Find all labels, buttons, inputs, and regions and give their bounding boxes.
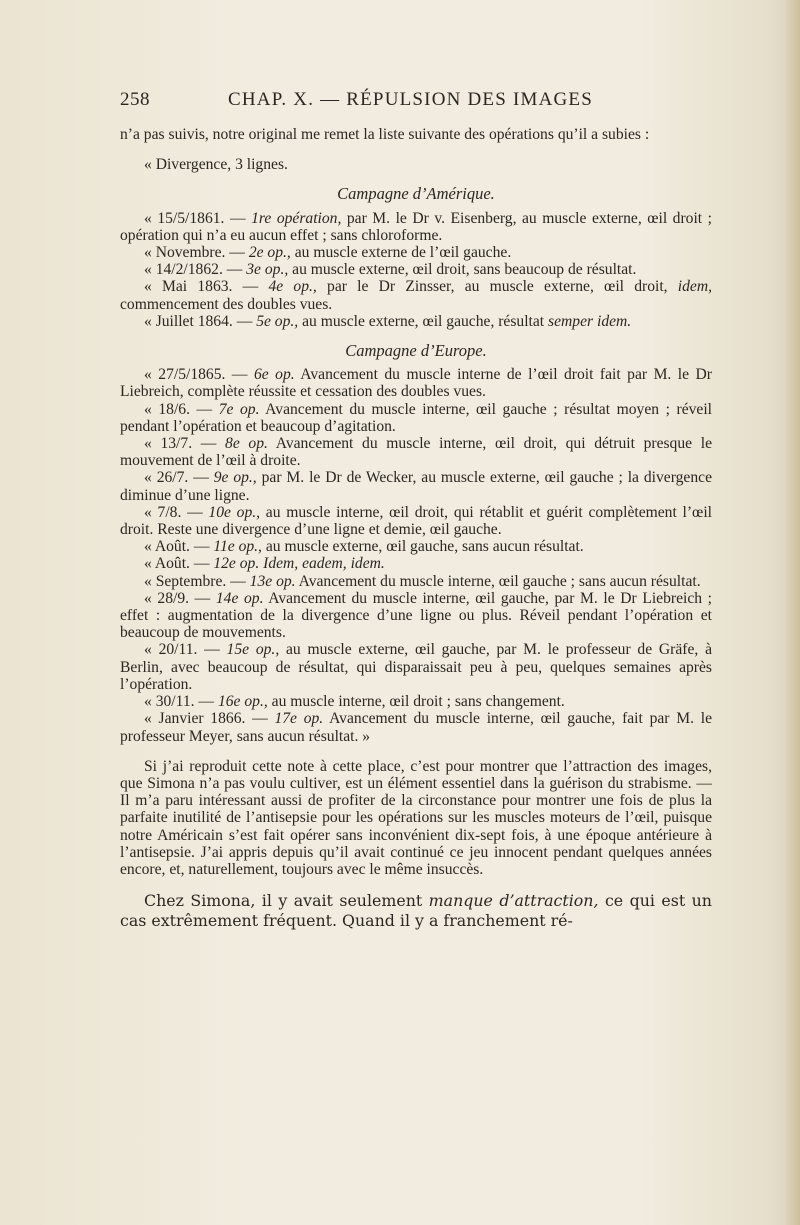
closing-italic: manque d’attraction, [428, 891, 599, 911]
operation-entry [120, 278, 712, 312]
entry-lead: « 18/6. — [144, 400, 219, 418]
entry-text: par M. le Dr v. Eisenberg, au muscle externe, œil droit ; opération qui n’a eu aucun effet ; sans chloroforme. [120, 209, 712, 244]
operation-entry [120, 469, 712, 503]
entry-operation-number: 15e op., [226, 641, 280, 659]
entry-text: Avancement du muscle interne, œil droit, qui détruit presque le mouvement de l’œil à droite. [120, 435, 712, 470]
entry-operation-number: 14e op. [215, 589, 264, 607]
page-edge [786, 0, 800, 1225]
operation-entry [120, 641, 712, 693]
entry-text: Avancement du muscle interne, œil gauche, fait par M. le professeur Meyer, sans aucun résultat. » [120, 710, 712, 745]
entry-operation-number: 1re opération, [251, 209, 342, 227]
operation-entry [120, 504, 712, 538]
entry-operation-number: 4e op., [268, 278, 317, 296]
entry-text: au muscle externe, œil gauche, résultat [298, 312, 549, 330]
entry-lead: « 28/9. — [144, 589, 216, 607]
entry-text: Avancement du muscle interne, œil gauche ; résultat moyen ; réveil pendant l’opération et beaucoup d’agitation. [120, 400, 712, 435]
entry-text: par le Dr Zinsser, au muscle externe, œil droit, [316, 278, 678, 296]
entry-lead: « 30/11. — [144, 693, 218, 711]
entry-lead: « Novembre. — [144, 244, 249, 262]
entry-text: Avancement du muscle interne de l’œil droit fait par M. le Dr Liebreich, complète réussite et cessation des doubles vues. [120, 366, 712, 401]
entries-europe [120, 366, 712, 744]
entry-lead: « 20/11. — [144, 641, 227, 659]
entry-lead: « 27/5/1865. — [144, 366, 254, 384]
entry-lead: « 13/7. — [144, 435, 226, 453]
entry-lead: « 26/7. — [144, 469, 214, 487]
entries-america [120, 210, 712, 330]
entry-lead: « Janvier 1866. — [144, 710, 275, 728]
entry-operation-number: 9e op., [213, 469, 257, 487]
entry-text: au muscle externe, œil droit, sans beaucoup de résultat. [288, 261, 637, 279]
intro-text: n’a pas suivis, notre original me remet la liste suivante des opérations qu’il a subies : [120, 126, 650, 143]
operation-entry [120, 435, 712, 469]
entry-lead: « 7/8. — [144, 503, 209, 521]
running-title: CHAP. X. — RÉPULSION DES IMAGES [228, 89, 593, 110]
entry-tail: commencement des doubles vues. [120, 295, 333, 313]
operation-entry [120, 244, 712, 261]
closing-rest: ce qui est un cas extrêmement fréquent. Quand il y a franchement ré- [120, 891, 712, 931]
operation-entry [120, 313, 712, 330]
entry-operation-number: 2e op., [248, 244, 291, 262]
operation-entry [120, 538, 712, 555]
entry-lead: « Mai 1863. — [144, 278, 269, 296]
entry-operation-number: 6e op. [253, 366, 295, 384]
entry-italic: semper idem. [548, 312, 632, 330]
operation-entry [120, 401, 712, 435]
entry-lead: « 15/5/1861. — [144, 209, 252, 227]
entry-operation-number: 16e op., [217, 693, 268, 711]
section-title-america: Campagne d’Amérique. [337, 184, 495, 204]
entry-lead: « Août. — [144, 555, 214, 573]
closing-paragraph [120, 891, 712, 931]
entry-italic: idem, [677, 278, 712, 296]
operation-entry [120, 573, 712, 590]
page-number: 258 [120, 89, 150, 110]
entry-lead: « 14/2/1862. — [144, 261, 247, 279]
entry-text: au muscle interne, œil droit ; sans changement. [267, 693, 565, 711]
entry-text: au muscle externe de l’œil gauche. [290, 244, 512, 262]
operation-entry [120, 590, 712, 642]
entry-operation-number: 11e op., [213, 538, 262, 556]
entry-lead: « Septembre. — [144, 572, 250, 590]
section-title-europe: Campagne d’Europe. [345, 341, 487, 361]
operation-entry [120, 693, 712, 710]
entry-operation-number: 5e op., [256, 312, 299, 330]
entry-lead: « Août. — [144, 538, 214, 556]
entry-operation-number: 10e op., [208, 503, 261, 521]
running-header [120, 89, 712, 115]
entry-italic: Idem, eadem, idem. [263, 555, 385, 573]
entry-operation-number: 3e op., [246, 261, 289, 279]
operation-entry [120, 366, 712, 400]
entry-operation-number: 17e op. [274, 710, 324, 728]
operation-entry [120, 710, 712, 744]
entry-text: Avancement du muscle interne, œil gauche ; sans aucun résultat. [295, 572, 701, 590]
entry-operation-number: 7e op. [218, 400, 260, 418]
page-body [120, 126, 712, 931]
operation-entry [120, 555, 712, 572]
entry-lead: « Juillet 1864. — [144, 312, 257, 330]
entry-text: par M. le Dr de Wecker, au muscle externe, œil gauche ; la divergence diminue d’une ligne. [120, 469, 712, 504]
entry-text: au muscle externe, œil gauche, sans aucun résultat. [261, 538, 584, 556]
commentary-paragraph: Si j’ai reproduit cette note à cette place, c’est pour montrer que l’attraction des images, que Simona n’a pas voulu cultiver, est un élément essentiel dans la guérison du strabisme. — Il m’a paru intéressant aussi de profiter de la circonstance pour montrer une fois de plus la parfaite inutilité de l’antisepsie pour les opérations sur les muscles moteurs de l’œil, puisque notre Américain s’est fait opérer sans inconvénient dix-sept fois, à une époque antérieure à l’antisepsie. J’ai appris depuis qu’il avait continué ce jeu innocent pendant quelques années encore, et, naturellement, toujours avec le même insuccès. [120, 757, 712, 878]
entry-text: au muscle interne, œil droit, qui rétablit et guérit complètement l’œil droit. Reste une divergence d’une ligne et demie, œil gauche. [120, 503, 712, 539]
entry-operation-number: 13e op. [249, 572, 296, 590]
entry-operation-number: 12e op. [213, 555, 260, 573]
closing-lead: Chez Simona, il y avait seulement [144, 891, 429, 911]
entry-operation-number: 8e op. [225, 435, 268, 453]
divergence-line: « Divergence, 3 lignes. [144, 156, 288, 174]
entry-text: Avancement du muscle interne, œil gauche, par M. le Dr Liebreich ; effet : augmentation de la divergence d’une ligne ou plus. Réveil pendant l’opération et beaucoup de mouvements. [120, 589, 713, 642]
entry-text: au muscle externe, œil gauche, par M. le professeur de Gräfe, à Berlin, avec beaucoup de résultat, qui disparaissait peu à peu, quelques semaines après l’opération. [120, 641, 712, 693]
operation-entry [120, 261, 712, 278]
operation-entry [120, 210, 712, 244]
